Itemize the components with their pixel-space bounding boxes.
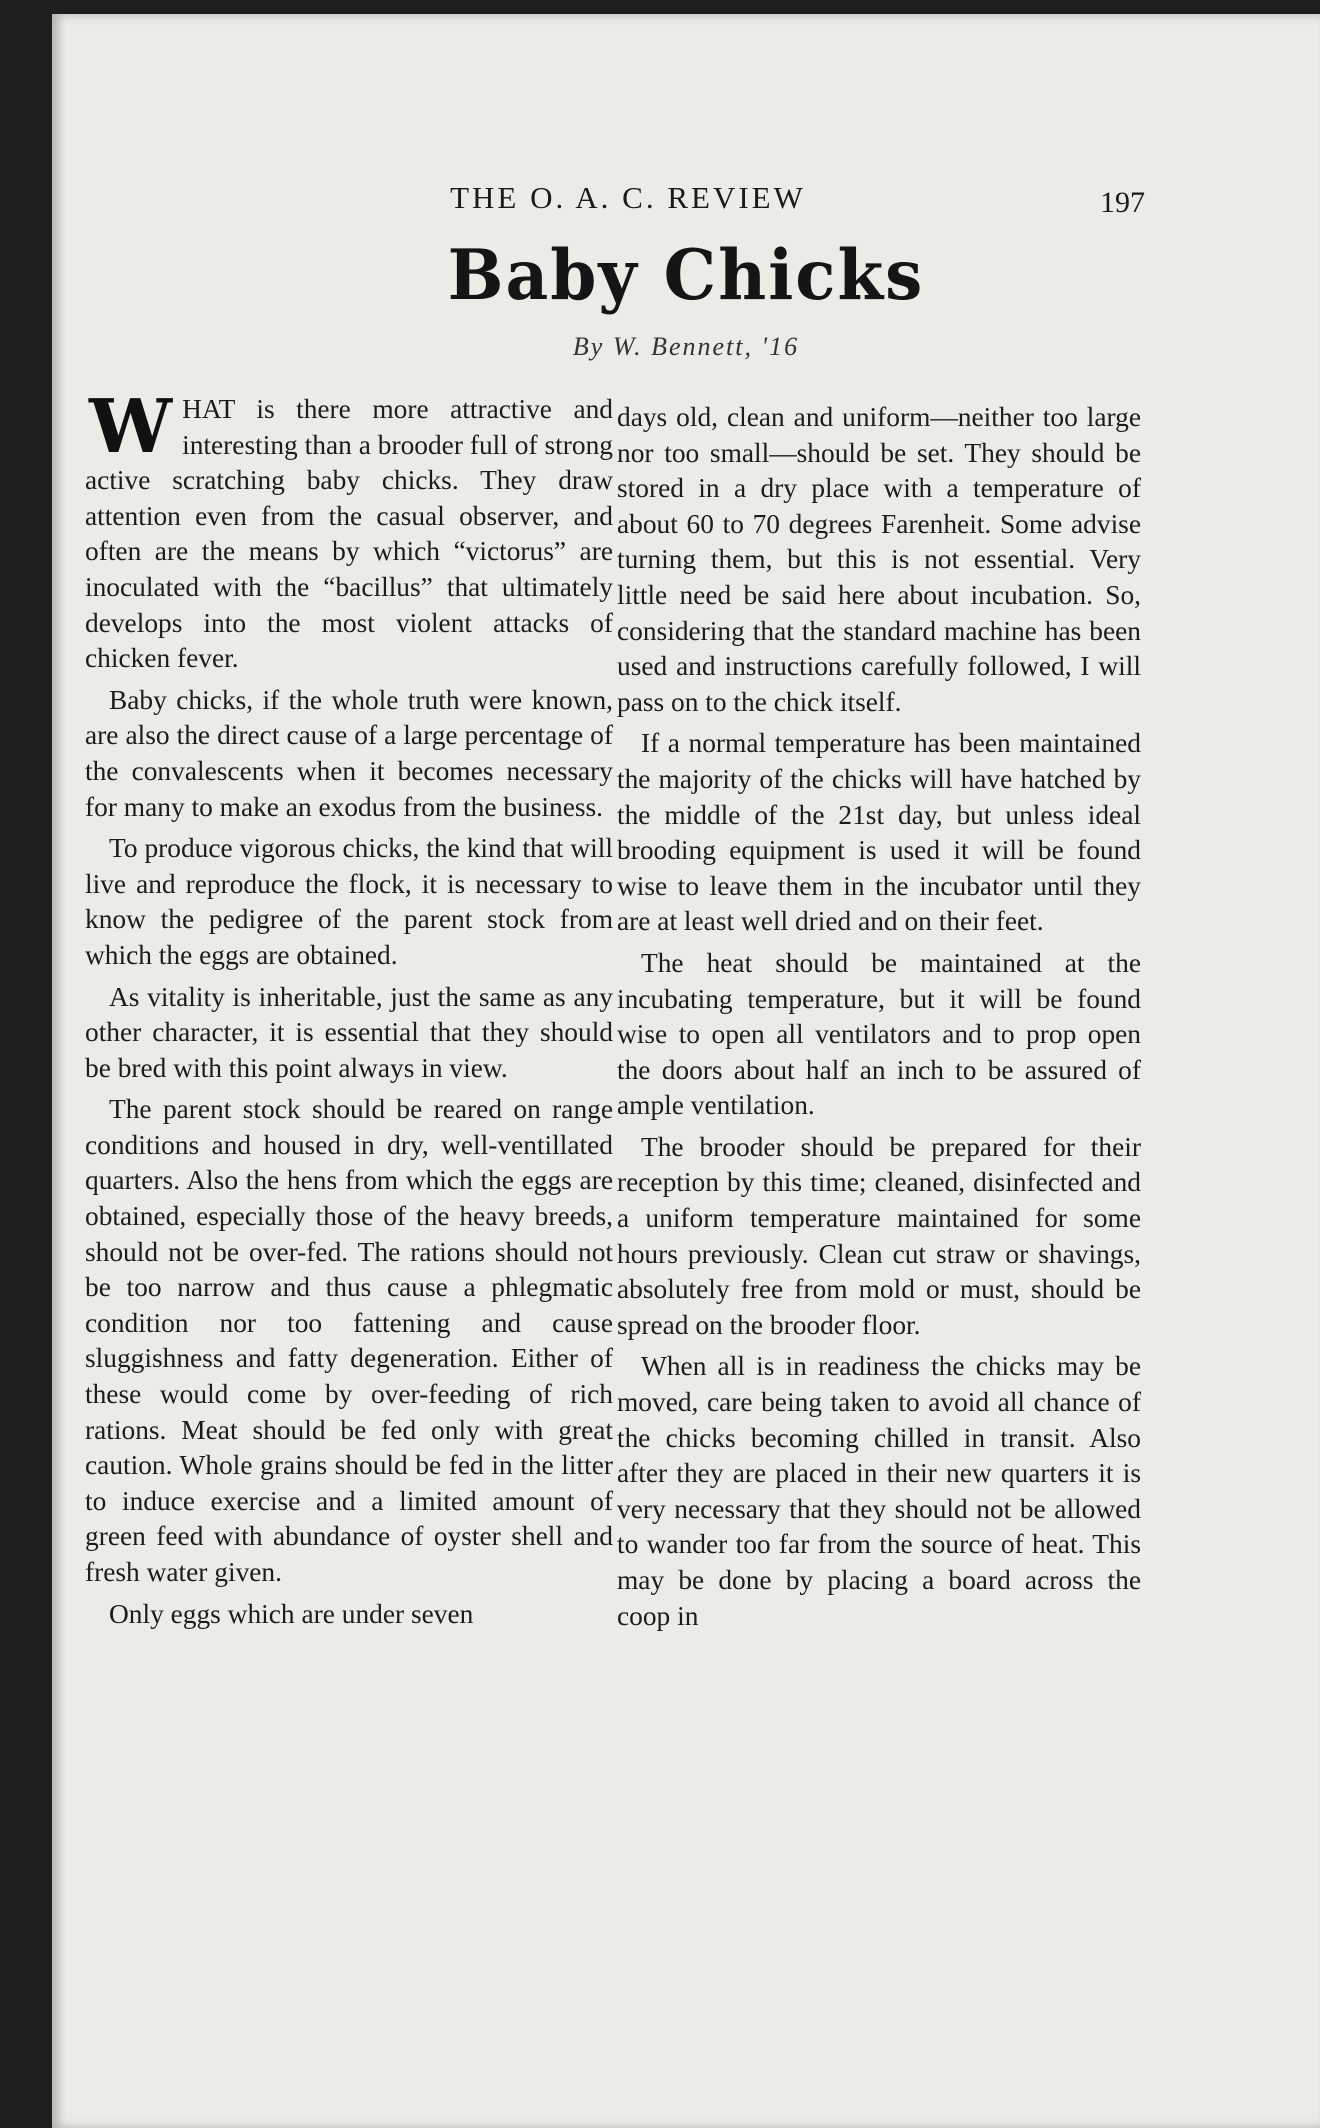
- paragraph-1-text: HAT is there more attractive and interesting than a brooder full of strong active scratching baby chicks. They draw attention even from the casual observer, and often are the means by which “victorus” are inoculated with the “bacillus” that ultimately develops into the most violent attacks of chicken fever.: [85, 394, 613, 674]
- paragraph-9: The heat should be maintained at the incubating temperature, but it will be found wise to open all ventilators and to prop open the doors about half an inch to be assured of ample ventilation.: [617, 947, 1141, 1121]
- article-byline: By W. Bennett, '16: [572, 332, 800, 361]
- paragraph-7: days old, clean and uniform—neither too large nor too small—should be set. They should be stored in a dry place with a temperature of about 60 to 70 degrees Farenheit. Some advise turning them, but this is not essential. Very little need be said here about incubation. So, considering that the standard machine has been used and instructions carefully followed, I will pass on to the chick itself.: [617, 402, 1141, 717]
- drop-cap: W: [89, 384, 173, 470]
- paragraph-3: To produce vigorous chicks, the kind that will live and reproduce the flock, it is necessary to know the pedigree of the parent stock from which the eggs are obtained.: [85, 833, 613, 970]
- paragraph-10: The brooder should be prepared for their reception by this time; cleaned, disinfected and a uniform temperature maintained for some hours previously. Clean cut straw or shavings, absolutely free from mold or must, should be spread on the brooder floor.: [617, 1131, 1141, 1340]
- paragraph-1: [85, 384, 613, 677]
- paragraph-4: As vitality is inheritable, just the same as any other character, it is essential that they should be bred with this point always in view.: [85, 981, 613, 1083]
- page-number: 197: [1100, 186, 1145, 219]
- article-title: Baby Chicks: [447, 234, 925, 316]
- journal-title: THE O. A. C. REVIEW: [450, 180, 806, 215]
- paragraph-2: Baby chicks, if the whole truth were known, are also the direct cause of a large percentage of the convalescents when it becomes necessary for many to make an exodus from the business.: [85, 684, 613, 822]
- running-header: [52, 180, 1320, 230]
- paragraph-6: Only eggs which are under seven: [109, 1598, 474, 1629]
- paragraph-11: When all is in readiness the chicks may be moved, care being taken to avoid all chance of the chicks becoming chilled in transit. Also after they are placed in their new quarters it is very necessary that they should not be allowed to wander too far from the source of heat. This may be done by placing a board across the coop in: [617, 1351, 1141, 1631]
- magazine-page: [52, 14, 1320, 2128]
- left-column: [85, 384, 613, 1638]
- paragraph-8: If a normal temperature has been maintained the majority of the chicks will have hatched by the middle of the 21st day, but unless ideal brooding equipment is used it will be found wise to leave them in the incubator until they are at least well dried and on their feet.: [617, 728, 1141, 937]
- paragraph-5: The parent stock should be reared on range conditions and housed in dry, well-ventillated quarters. Also the hens from which the eggs are obtained, especially those of the heavy breeds, should not be over-fed. The rations should not be too narrow and thus cause a phlegmatic condition nor too fattening and cause sluggishness and fatty degeneration. Either of these would come by over-feeding of rich rations. Meat should be fed only with great caution. Whole grains should be fed in the litter to induce exercise and a limited amount of green feed with abundance of oyster shell and fresh water given.: [85, 1094, 613, 1587]
- right-column: [617, 400, 1141, 1640]
